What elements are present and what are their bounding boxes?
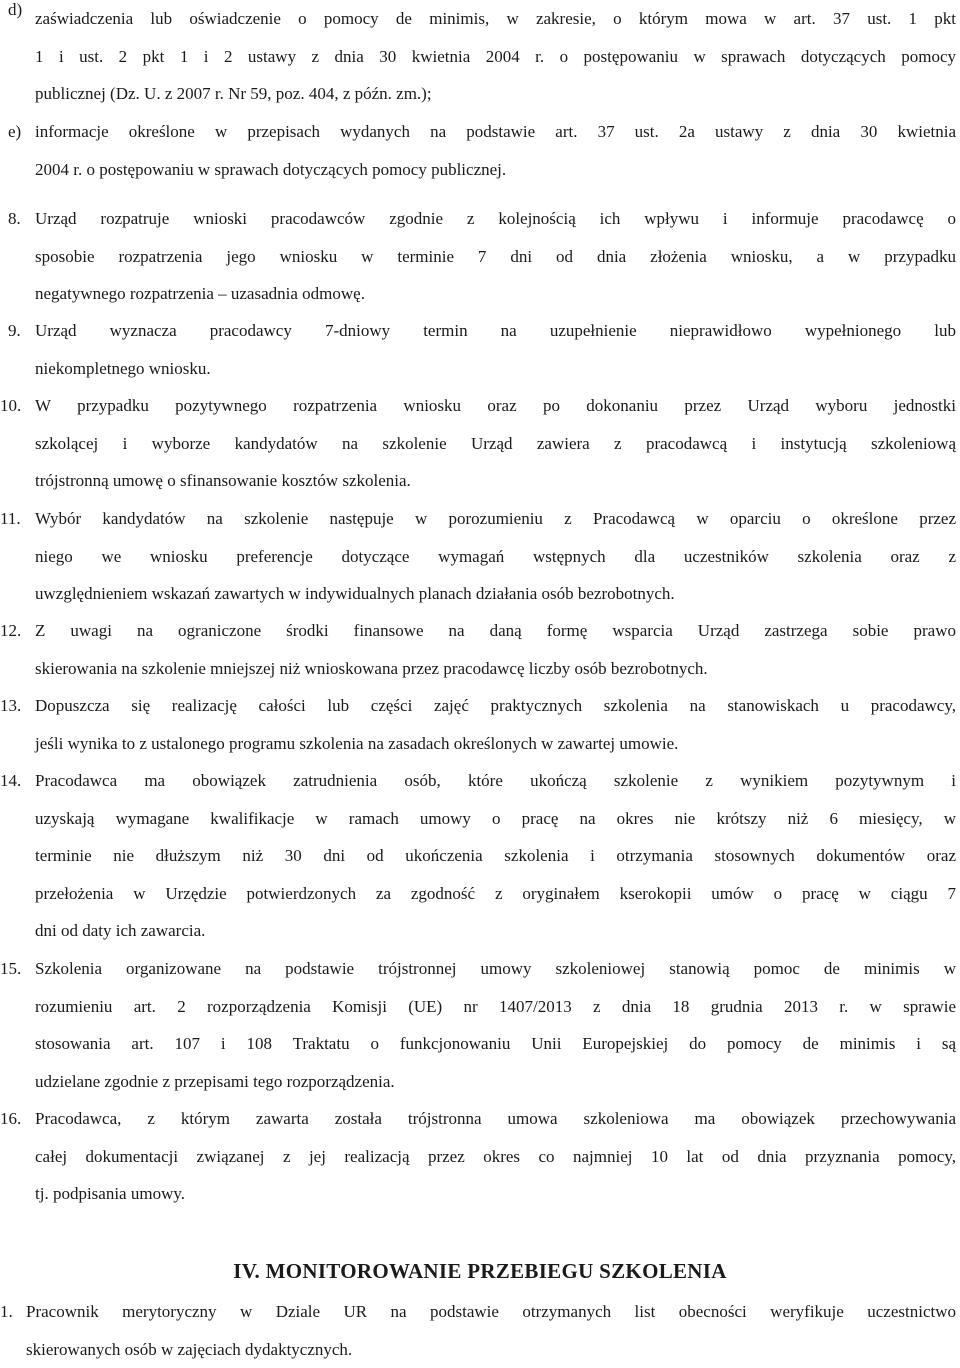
item-text [35, 612, 956, 687]
text-line: udzielane zgodnie z przepisami tego rozporządzenia. [35, 1063, 956, 1101]
text-line: jeśli wynika to z ustalonego programu szkolenia na zasadach określonych w zawartej umowie. [35, 725, 956, 763]
text-line: zaświadczenia lub oświadczenie o pomocy de minimis, w zakresie, o którym mowa w art. 37 ust. 1 pkt [35, 0, 956, 38]
item-text [35, 200, 956, 313]
text-line: niekompletnego wniosku. [35, 350, 956, 388]
text-line: Pracownik merytoryczny w Dziale UR na podstawie otrzymanych list obecności weryfikuje uczestnictwo [26, 1293, 956, 1331]
section-heading: IV. MONITOROWANIE PRZEBIEGU SZKOLENIA [0, 1251, 960, 1291]
text-line: całej dokumentacji związanej z jej realizacją przez okres co najmniej 10 lat od dnia przyznania pomocy, [35, 1138, 956, 1176]
text-line: szkolącej i wyborze kandydatów na szkolenie Urząd zawiera z pracodawcą i instytucją szkoleniową [35, 425, 956, 463]
text-line: Pracodawca, z którym zawarta została trójstronna umowa szkoleniowa ma obowiązek przechowywania [35, 1100, 956, 1138]
item-number: 15. [0, 950, 21, 988]
text-line: trójstronną umowę o sfinansowanie kosztów szkolenia. [35, 462, 956, 500]
item-text [35, 762, 956, 950]
item-text [35, 500, 956, 613]
text-line: tj. podpisania umowy. [35, 1175, 956, 1213]
text-line: sposobie rozpatrzenia jego wniosku w terminie 7 dni od dnia złożenia wniosku, a w przypadku [35, 238, 956, 276]
text-line: Urząd rozpatruje wnioski pracodawców zgodnie z kolejnością ich wpływu i informuje pracodawcę o [35, 200, 956, 238]
text-line: Z uwagi na ograniczone środki finansowe na daną formę wsparcia Urząd zastrzega sobie prawo [35, 612, 956, 650]
item-number: 14. [0, 762, 21, 800]
text-line: Wybór kandydatów na szkolenie następuje w porozumieniu z Pracodawcą w oparciu o określone przez [35, 500, 956, 538]
text-line: stosowania art. 107 i 108 Traktatu o funkcjonowaniu Unii Europejskiej do pomocy de minimis i są [35, 1025, 956, 1063]
item-number: 1. [0, 1293, 13, 1331]
text-line: skierowanych osób w zajęciach dydaktycznych. [26, 1331, 956, 1368]
item-text [35, 687, 956, 762]
item-number: 11. [0, 500, 21, 538]
item-number: 9. [8, 312, 21, 350]
text-line: 2004 r. o postępowaniu w sprawach dotyczących pomocy publicznej. [35, 151, 956, 189]
item-text [35, 1100, 956, 1213]
text-line: rozumieniu art. 2 rozporządzenia Komisji (UE) nr 1407/2013 z dnia 18 grudnia 2013 r. w sprawie [35, 988, 956, 1026]
item-number: 13. [0, 687, 21, 725]
item-label: d) [8, 0, 22, 20]
text-line: przełożenia w Urzędzie potwierdzonych za zgodność z oryginałem kserokopii umów o pracę w ciągu 7 [35, 875, 956, 913]
item-number: 12. [0, 612, 21, 650]
text-line: terminie nie dłuższym niż 30 dni od ukończenia szkolenia i otrzymania stosownych dokumentów oraz [35, 837, 956, 875]
item-text [35, 387, 956, 500]
text-line: Szkolenia organizowane na podstawie trójstronnej umowy szkoleniowej stanowią pomoc de minimis w [35, 950, 956, 988]
text-line: publicznej (Dz. U. z 2007 r. Nr 59, poz. 404, z późn. zm.); [35, 75, 956, 113]
text-line: 1 i ust. 2 pkt 1 i 2 ustawy z dnia 30 kwietnia 2004 r. o postępowaniu w sprawach dotyczących pomocy [35, 38, 956, 76]
item-text [35, 950, 956, 1100]
item-text [35, 113, 956, 188]
text-line: Dopuszcza się realizację całości lub części zajęć praktycznych szkolenia na stanowiskach u pracodawcy, [35, 687, 956, 725]
text-line: uzyskają wymagane kwalifikacje w ramach umowy o pracę na okres nie krótszy niż 6 miesięcy, w [35, 800, 956, 838]
item-number: 8. [8, 200, 21, 238]
item-text [35, 312, 956, 387]
item-text [35, 0, 956, 113]
text-line: niego we wniosku preferencje dotyczące wymagań wstępnych dla uczestników szkolenia oraz z [35, 538, 956, 576]
text-line: uwzględnieniem wskazań zawartych w indywidualnych planach działania osób bezrobotnych. [35, 575, 956, 613]
text-line: Pracodawca ma obowiązek zatrudnienia osób, które ukończą szkolenie z wynikiem pozytywnym i [35, 762, 956, 800]
text-line: W przypadku pozytywnego rozpatrzenia wniosku oraz po dokonaniu przez Urząd wyboru jednostki [35, 387, 956, 425]
item-text [26, 1293, 956, 1368]
text-line: skierowania na szkolenie mniejszej niż wnioskowana przez pracodawcę liczby osób bezrobotnych. [35, 650, 956, 688]
item-number: 16. [0, 1100, 21, 1138]
text-line: negatywnego rozpatrzenia – uzasadnia odmowę. [35, 275, 956, 313]
text-line: dni od daty ich zawarcia. [35, 912, 956, 950]
item-number: 10. [0, 387, 21, 425]
item-label: e) [8, 113, 21, 151]
text-line: Urząd wyznacza pracodawcy 7-dniowy termin na uzupełnienie nieprawidłowo wypełnionego lub [35, 312, 956, 350]
text-line: informacje określone w przepisach wydanych na podstawie art. 37 ust. 2a ustawy z dnia 30 kwietnia [35, 113, 956, 151]
